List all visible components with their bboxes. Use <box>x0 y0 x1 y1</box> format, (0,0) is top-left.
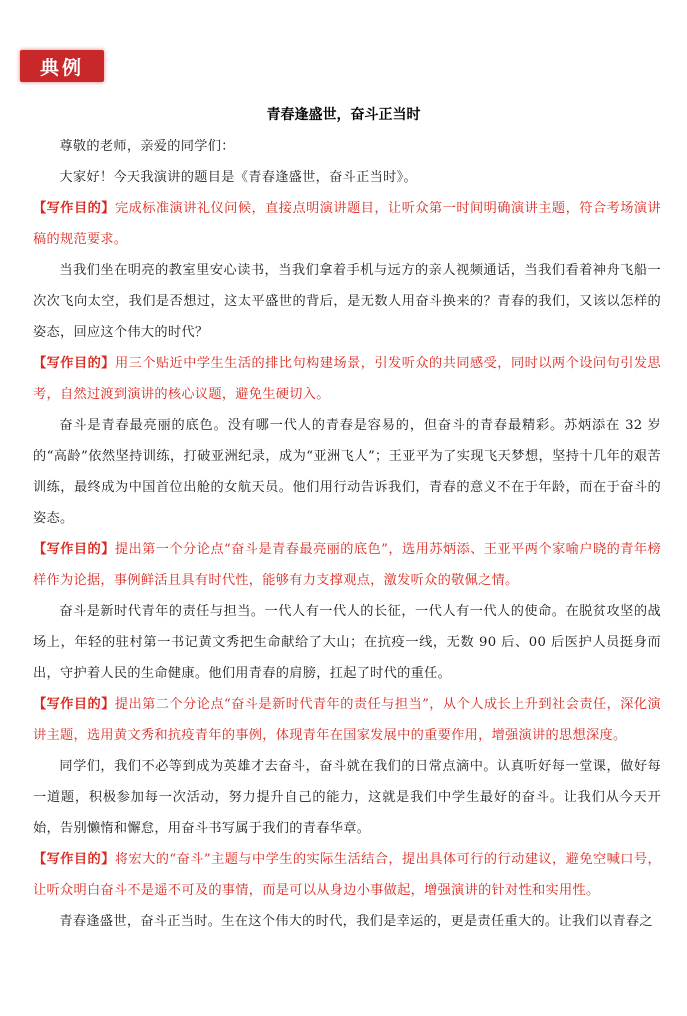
body-paragraph: 青春逢盛世，奋斗正当时。生在这个伟大的时代，我们是幸运的，更是责任重大的。让我们以青春之 <box>59 914 653 929</box>
note-text: 用三个贴近中学生生活的排比句构建场景，引发听众的共同感受，同时以两个设问句引发思考，自然过渡到演讲的核心议题，避免生硬切入。 <box>33 356 661 402</box>
writing-purpose-note <box>33 689 661 751</box>
note-text: 提出第二个分论点“奋斗是新时代青年的责任与担当”，从个人成长上升到社会责任，深化演讲主题，选用黄文秀和抗疫青年的事例，体现青年在国家发展中的重要作用，增强演讲的思想深度。 <box>33 697 661 743</box>
writing-purpose-note <box>33 844 661 906</box>
writing-purpose-note <box>33 534 661 596</box>
page-title: 青春逢盛世，奋斗正当时 <box>266 107 421 123</box>
note-tag: 【写作目的】 <box>33 542 115 557</box>
body-paragraph: 当我们坐在明亮的教室里安心读书，当我们拿着手机与远方的亲人视频通话，当我们看着神舟飞船一次次飞向太空，我们是否想过，这太平盛世的背后，是无数人用奋斗换来的？青春的我们，又该以怎样的姿态，回应这个伟大的时代？ <box>33 263 661 340</box>
note-text: 完成标准演讲礼仪问候，直接点明演讲题目，让听众第一时间明确演讲主题，符合考场演讲稿的规范要求。 <box>33 201 661 247</box>
note-tag: 【写作目的】 <box>33 201 115 216</box>
writing-purpose-note <box>33 348 661 410</box>
note-tag: 【写作目的】 <box>33 852 115 867</box>
intro-line: 大家好！今天我演讲的题目是《青春逢盛世，奋斗正当时》。 <box>59 170 417 185</box>
greeting: 尊敬的老师，亲爱的同学们： <box>59 139 235 154</box>
note-text: 提出第一个分论点“奋斗是青春最亮丽的底色”，选用苏炳添、王亚平两个家喻户晓的青年榜样作为论据，事例鲜活且具有时代性，能够有力支撑观点，激发听众的敬佩之情。 <box>33 542 661 588</box>
body-paragraph: 奋斗是新时代青年的责任与担当。一代人有一代人的长征，一代人有一代人的使命。在脱贫攻坚的战场上，年轻的驻村第一书记黄文秀把生命献给了大山；在抗疫一线，无数 90 后、00 后医护人员挺身而出，守护着人民的生命健康。他们用青春的肩膀，扛起了时代的重任。 <box>33 604 661 681</box>
note-tag: 【写作目的】 <box>33 697 115 712</box>
note-tag: 【写作目的】 <box>33 356 115 371</box>
writing-purpose-note <box>33 193 661 255</box>
speech-body <box>33 131 661 937</box>
example-badge: 典例 <box>20 50 104 82</box>
body-paragraph: 同学们，我们不必等到成为英雄才去奋斗，奋斗就在我们的日常点滴中。认真听好每一堂课，做好每一道题，积极参加每一次活动，努力提升自己的能力，这就是我们中学生最好的奋斗。让我们从今天开始，告别懒惰和懈怠，用奋斗书写属于我们的青春华章。 <box>33 759 661 836</box>
note-text: 将宏大的“奋斗”主题与中学生的实际生活结合，提出具体可行的行动建议，避免空喊口号，让听众明白奋斗不是遥不可及的事情，而是可以从身边小事做起，增强演讲的针对性和实用性。 <box>33 852 661 898</box>
body-paragraph: 奋斗是青春最亮丽的底色。没有哪一代人的青春是容易的，但奋斗的青春最精彩。苏炳添在 32 岁的“高龄”依然坚持训练，打破亚洲纪录，成为“亚洲飞人”；王亚平为了实现飞天梦想，坚持十几年的艰苦训练，最终成为中国首位出舱的女航天员。他们用行动告诉我们，青春的意义不在于年龄，而在于奋斗的姿态。 <box>33 418 661 526</box>
